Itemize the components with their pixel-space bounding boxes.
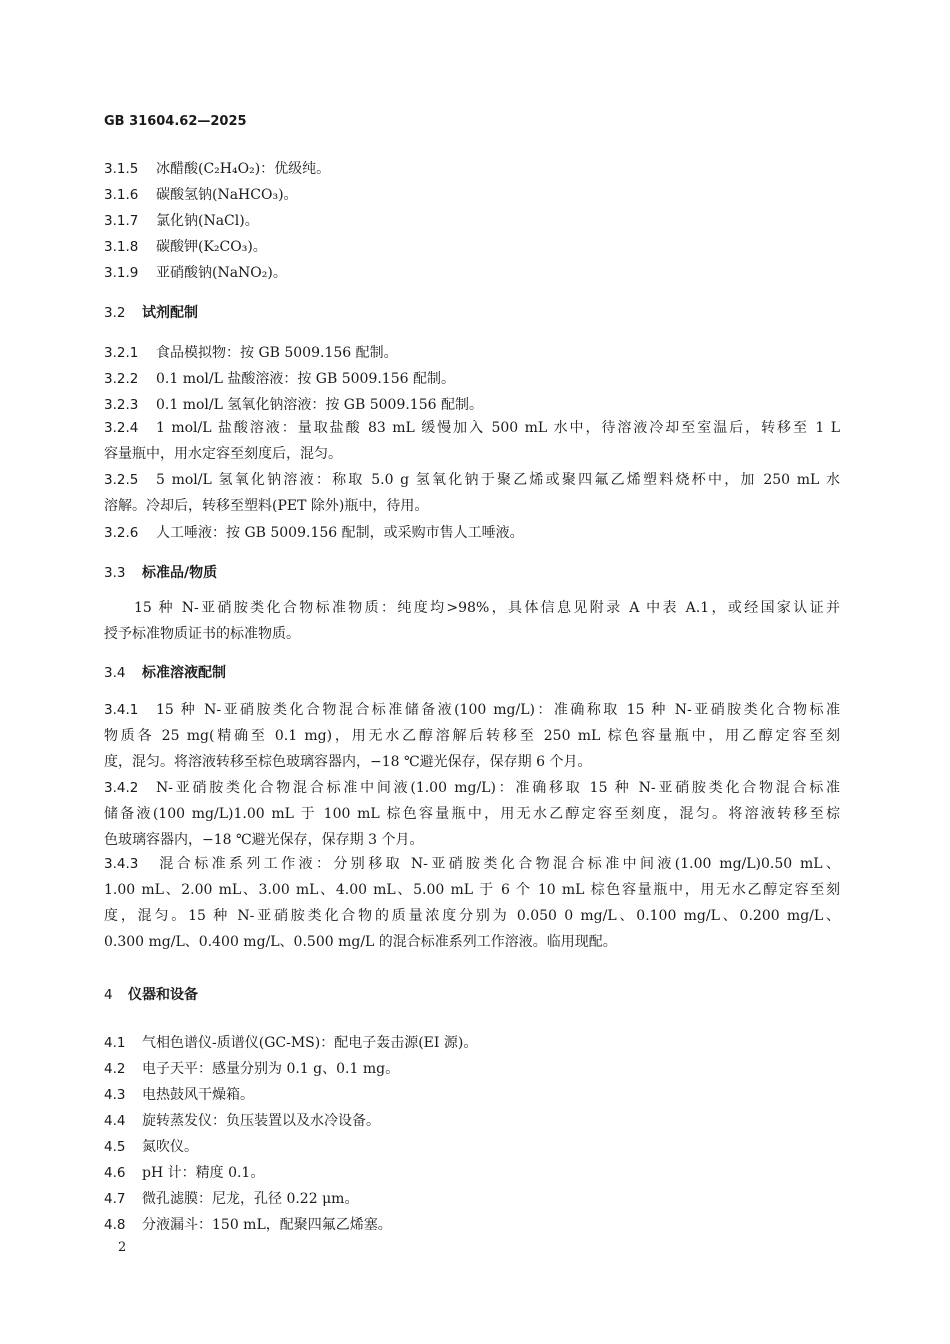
clause-3-2-2: 3.2.2 0.1 mol/L 盐酸溶液：按 GB 5009.156 配制。 [104, 371, 455, 387]
clause-4-5: 4.5 氮吹仪。 [104, 1139, 198, 1155]
clause-3-1-7: 3.1.7 氯化钠(NaCl)。 [104, 213, 259, 229]
clause-3-4-2-cont: 色玻璃容器内，−18 ℃避光保存，保存期 3 个月。 [104, 832, 424, 848]
clause-3-4-1: 3.4.1 15 种 N-亚硝胺类化合物混合标准储备液(100 mg/L)：准确称取 15 种 N-亚硝胺类化合物标准 [104, 702, 840, 718]
section-heading-3-2: 3.2 试剂配制 [104, 305, 198, 321]
clause-3-4-3-cont: 度，混匀。15 种 N-亚硝胺类化合物的质量浓度分别为 0.050 0 mg/L、0.100 mg/L、0.200 mg/L、 [104, 908, 840, 924]
clause-3-2-5-cont: 溶解。冷却后，转移至塑料(PET 除外)瓶中，待用。 [104, 498, 429, 514]
clause-3-4-2: 3.4.2 N-亚硝胺类化合物混合标准中间液(1.00 mg/L)：准确移取 15 种 N-亚硝胺类化合物混合标准 [104, 780, 840, 796]
section-heading-3-3: 3.3 标准品/物质 [104, 565, 218, 581]
clause-4-2: 4.2 电子天平：感量分别为 0.1 g、0.1 mg。 [104, 1061, 400, 1077]
clause-3-1-8: 3.1.8 碳酸钾(K₂CO₃)。 [104, 239, 267, 255]
clause-3-1-9: 3.1.9 亚硝酸钠(NaNO₂)。 [104, 265, 287, 281]
clause-3-1-5: 3.1.5 冰醋酸(C₂H₄O₂)：优级纯。 [104, 161, 331, 177]
section-heading-4: 4 仪器和设备 [104, 987, 198, 1003]
clause-4-6: 4.6 pH 计：精度 0.1。 [104, 1165, 265, 1181]
clause-3-2-4: 3.2.4 1 mol/L 盐酸溶液：量取盐酸 83 mL 缓慢加入 500 mL 水中，待溶液冷却至室温后，转移至 1 L [104, 420, 840, 436]
clause-3-4-1-cont: 度，混匀。将溶液转移至棕色玻璃容器内，−18 ℃避光保存，保存期 6 个月。 [104, 754, 592, 770]
clause-3-2-3: 3.2.3 0.1 mol/L 氢氧化钠溶液：按 GB 5009.156 配制。 [104, 397, 483, 413]
clause-3-4-1-cont: 物质各 25 mg(精确至 0.1 mg)，用无水乙醇溶解后转移至 250 mL 棕色容量瓶中，用乙醇定容至刻 [104, 728, 840, 744]
section-heading-3-4: 3.4 标准溶液配制 [104, 665, 226, 681]
page-number: 2 [118, 1240, 127, 1255]
clause-3-4-2-cont: 储备液(100 mg/L)1.00 mL 于 100 mL 棕色容量瓶中，用无水乙醇定容至刻度，混匀。将溶液转移至棕 [104, 806, 840, 822]
clause-3-4-3-cont: 1.00 mL、2.00 mL、3.00 mL、4.00 mL、5.00 mL 于 6 个 10 mL 棕色容量瓶中，用无水乙醇定容至刻 [104, 882, 840, 898]
clause-3-2-5: 3.2.5 5 mol/L 氢氧化钠溶液：称取 5.0 g 氢氧化钠于聚乙烯或聚四氟乙烯塑料烧杯中，加 250 mL 水 [104, 472, 840, 488]
clause-3-4-3-cont: 0.300 mg/L、0.400 mg/L、0.500 mg/L 的混合标准系列工作溶液。临用现配。 [104, 934, 617, 950]
clause-4-4: 4.4 旋转蒸发仪：负压装置以及水冷设备。 [104, 1113, 380, 1129]
clause-4-1: 4.1 气相色谱仪-质谱仪(GC-MS)：配电子轰击源(EI 源)。 [104, 1035, 478, 1051]
clause-4-7: 4.7 微孔滤膜：尼龙，孔径 0.22 μm。 [104, 1191, 359, 1207]
clause-4-3: 4.3 电热鼓风干燥箱。 [104, 1087, 254, 1103]
standard-number-header: GB 31604.62—2025 [104, 114, 247, 129]
clause-3-2-1: 3.2.1 食品模拟物：按 GB 5009.156 配制。 [104, 345, 398, 361]
clause-3-4-3: 3.4.3 混合标准系列工作液：分别移取 N-亚硝胺类化合物混合标准中间液(1.00 mg/L)0.50 mL、 [104, 856, 840, 872]
paragraph-3-3: 15 种 N-亚硝胺类化合物标准物质：纯度均>98%，具体信息见附录 A 中表 A.1，或经国家认证并 [134, 600, 840, 616]
paragraph-3-3-cont: 授予标准物质证书的标准物质。 [104, 626, 300, 642]
clause-3-1-6: 3.1.6 碳酸氢钠(NaHCO₃)。 [104, 187, 298, 203]
clause-3-2-4-cont: 容量瓶中，用水定容至刻度后，混匀。 [104, 446, 342, 462]
clause-3-2-6: 3.2.6 人工唾液：按 GB 5009.156 配制，或采购市售人工唾液。 [104, 525, 524, 541]
clause-4-8: 4.8 分液漏斗：150 mL，配聚四氟乙烯塞。 [104, 1217, 392, 1233]
